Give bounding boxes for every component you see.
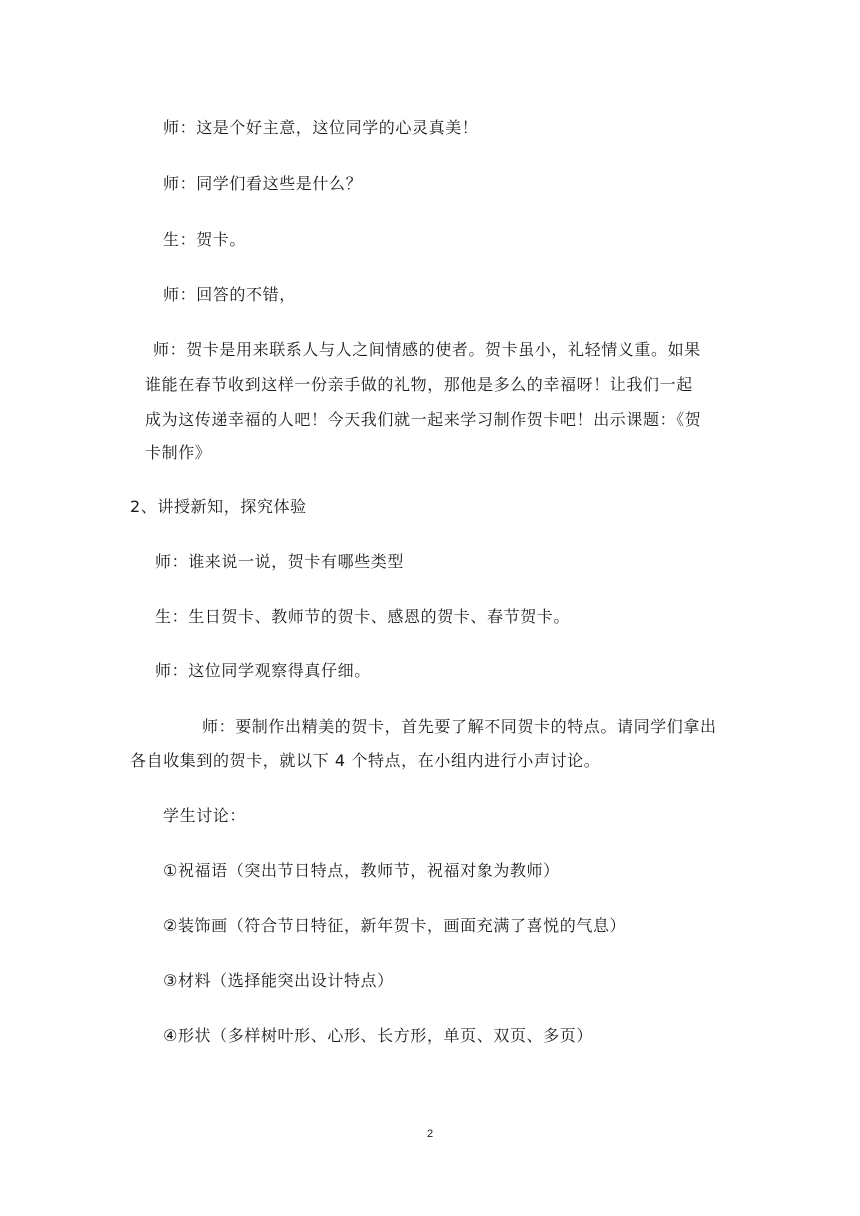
dialogue-line: 师：这是个好主意，这位同学的心灵真美！ (163, 118, 479, 137)
feature-item: ③材料（选择能突出设计特点） (163, 971, 394, 990)
dialogue-line: 生：贺卡。 (163, 230, 247, 249)
discussion-label: 学生讨论： (163, 806, 247, 825)
feature-item: ②装饰画（符合节日特征，新年贺卡，画面充满了喜悦的气息） (163, 916, 627, 935)
dialogue-line: 师：谁来说一说，贺卡有哪些类型 (155, 552, 405, 571)
intro-paragraph-line: 成为这传递幸福的人吧！今天我们就一起来学习制作贺卡吧！出示课题：《贺 (145, 410, 702, 429)
section-heading: 2、讲授新知，探究体验 (130, 497, 307, 516)
dialogue-line: 师：同学们看这些是什么？ (163, 174, 363, 193)
task-paragraph-line: 各自收集到的贺卡，就以下 4 个特点，在小组内进行小声讨论。 (130, 751, 601, 770)
page-number: 2 (426, 1128, 434, 1140)
feature-item: ④形状（多样树叶形、心形、长方形，单页、双页、多页） (163, 1026, 593, 1045)
task-paragraph-line: 师：要制作出精美的贺卡，首先要了解不同贺卡的特点。请同学们拿出 (202, 717, 717, 736)
intro-paragraph-line: 谁能在春节收到这样一份亲手做的礼物，那他是多么的幸福呀！让我们一起 (145, 375, 693, 394)
intro-paragraph-line: 师：贺卡是用来联系人与人之间情感的使者。贺卡虽小，礼轻情义重。如果 (153, 340, 701, 359)
dialogue-line: 师：回答的不错， (163, 285, 296, 304)
dialogue-line: 生：生日贺卡、教师节的贺卡、感恩的贺卡、春节贺卡。 (155, 607, 571, 626)
dialogue-line: 师：这位同学观察得真仔细。 (155, 661, 371, 680)
intro-paragraph-line: 卡制作》 (145, 443, 212, 462)
feature-item: ①祝福语（突出节日特点，教师节，祝福对象为教师） (163, 861, 560, 880)
